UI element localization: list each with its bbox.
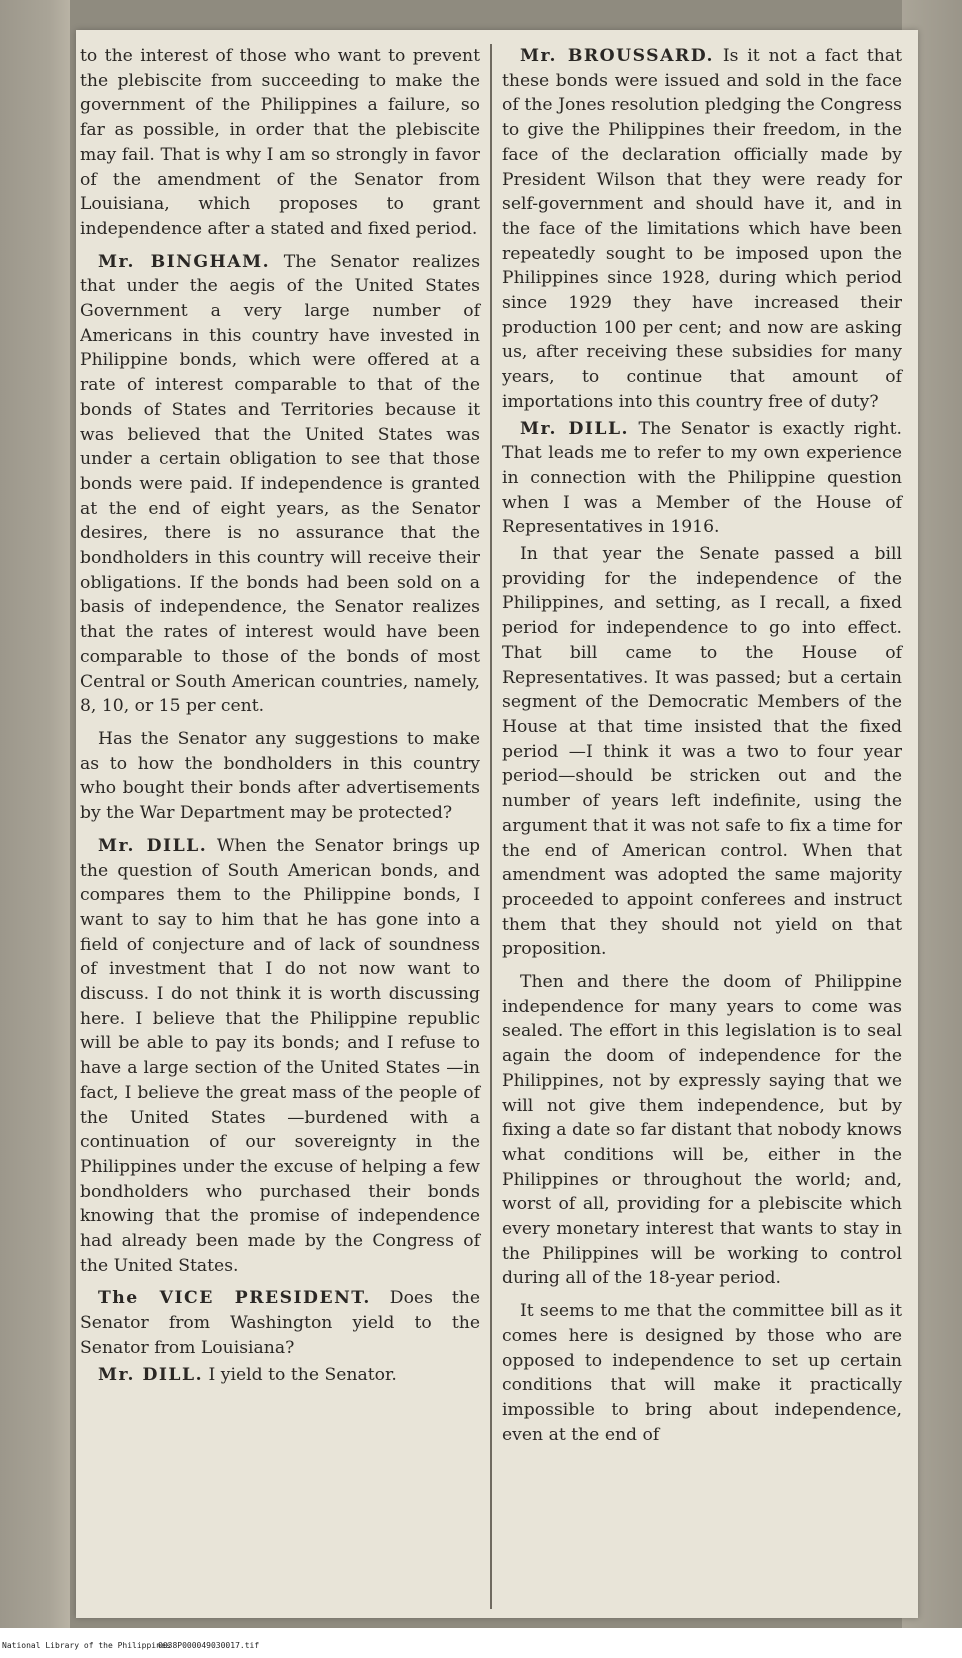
left-column [80, 44, 492, 1609]
speaker-name: Mr. DILL. [98, 835, 208, 856]
paragraph: to the interest of those who want to prevent the plebiscite from succeeding to make the government of the Philippines a failure, so far as possible, in order that the plebiscite may fail. That is why I am so strongly in favor of the amendment of the Senator from Louisiana, which proposes to grant independence after a stated and fixed period. [80, 46, 480, 239]
speaker-name: Mr. DILL. [520, 418, 630, 439]
paragraph: Mr. BINGHAM. The Senator realizes that under the aegis of the United States Government a very large number of Americans in this country have invested in Philippine bonds, which were offered at a rate of interest comparable to that of the bonds of States and Territories because it was believed that the United States was under a certain obligation to see that those bonds were paid. If independence is granted at the end of eight years, as the Senator desires, there is no assurance that the bondholders in this country will receive their obligations. If the bonds had been sold on a basis of independence, the Senator realizes that the rates of interest would have been comparable to those of the bonds of most Central or South American countries, namely, 8, 10, or 15 per cent. [80, 251, 481, 717]
paragraph: It seems to me that the committee bill as it comes here is designed by those who are opposed to independence to set up certain conditions that will make it practically impossible to bring about independence, even at the end of [502, 1301, 902, 1445]
paragraph: Has the Senator any suggestions to make as to how the bondholders in this country who bought their bonds after advertisements by the War Department may be protected? [80, 728, 480, 824]
paragraph: Mr. DILL. When the Senator brings up the question of South American bonds, and compares them to the Philippine bonds, I want to say to him that he has gone into a field of conjecture and of lack of soundness of investment that I do not now want to discuss. I do not think it is worth discussing here. I believe that the Philippine republic will be able to pay its bonds; and I refuse to have a large section of the United States —in fact, I believe the great mass of the people of the United States —burdened with a continuation of our sovereignty in the Philippines under the excuse of helping a few bondholders who purchased their bonds knowing that the promise of independence had already been made by the Congress of the United States. [80, 835, 480, 1276]
page-left-margin [0, 0, 70, 1628]
paragraph: In that year the Senate passed a bill providing for the independence of the Philippines, and setting, as I recall, a fixed period for independence to go into effect. That bill came to the House of Representatives. It was passed; but a certain segment of the Democratic Members of the House at that time insisted that the fixed period —I think it was a two to four year period—should be stricken out and the number of years left indefinite, using the argument that it was not safe to fix a time for the end of American control. When that amendment was adopted the same majority proceeded to appoint conferees and instruct them that they should not yield on that proposition. [502, 544, 902, 960]
paragraph: Mr. DILL. I yield to the Senator. [98, 1364, 397, 1385]
newspaper-clipping [76, 30, 918, 1618]
paragraph: The VICE PRESIDENT. Does the Senator from Washington yield to the Senator from Louisiana? [80, 1288, 481, 1358]
speaker-name: Mr. DILL. [98, 1364, 204, 1385]
paragraph: Mr. BROUSSARD. Is it not a fact that these bonds were issued and sold in the face of the Jones resolution pledging the Congress to give the Philippines their freedom, in the face of the declaration officially made by President Wilson that they were ready for self-government and should have it, and in the face of the limitations which have been repeatedly sought to be imposed upon the Philippines since 1928, during which period since 1929 they have increased their production 100 per cent; and now are asking us, after receiving these subsidies for many years, to continue that amount of importations into this country free of duty? [502, 46, 902, 412]
speaker-name: The VICE PRESIDENT. [98, 1288, 371, 1309]
speaker-name: Mr. BINGHAM. [98, 251, 271, 272]
right-column [502, 44, 910, 1609]
file-id-label: 0038P000049030017.tif [158, 1641, 260, 1650]
paragraph: Mr. DILL. The Senator is exactly right. That leads me to refer to my own experience in connection with the Philippine question when I was a Member of the House of Representatives in 1916. [502, 418, 902, 538]
speaker-name: Mr. BROUSSARD. [520, 46, 714, 66]
paragraph: Then and there the doom of Philippine independence for many years to come was sealed. The effort in this legislation is to seal again the doom of independence for the Philippines, not by expressly saying that we will not give them independence, but by fixing a date so far distant that nobody knows what conditions will be, either in the Philippines or throughout the world; and, worst of all, providing for a plebiscite which every monetary interest that wants to stay in the Philippines will be working to control during all of the 18-year period. [502, 972, 902, 1289]
source-label: National Library of the Philippines [2, 1641, 171, 1650]
